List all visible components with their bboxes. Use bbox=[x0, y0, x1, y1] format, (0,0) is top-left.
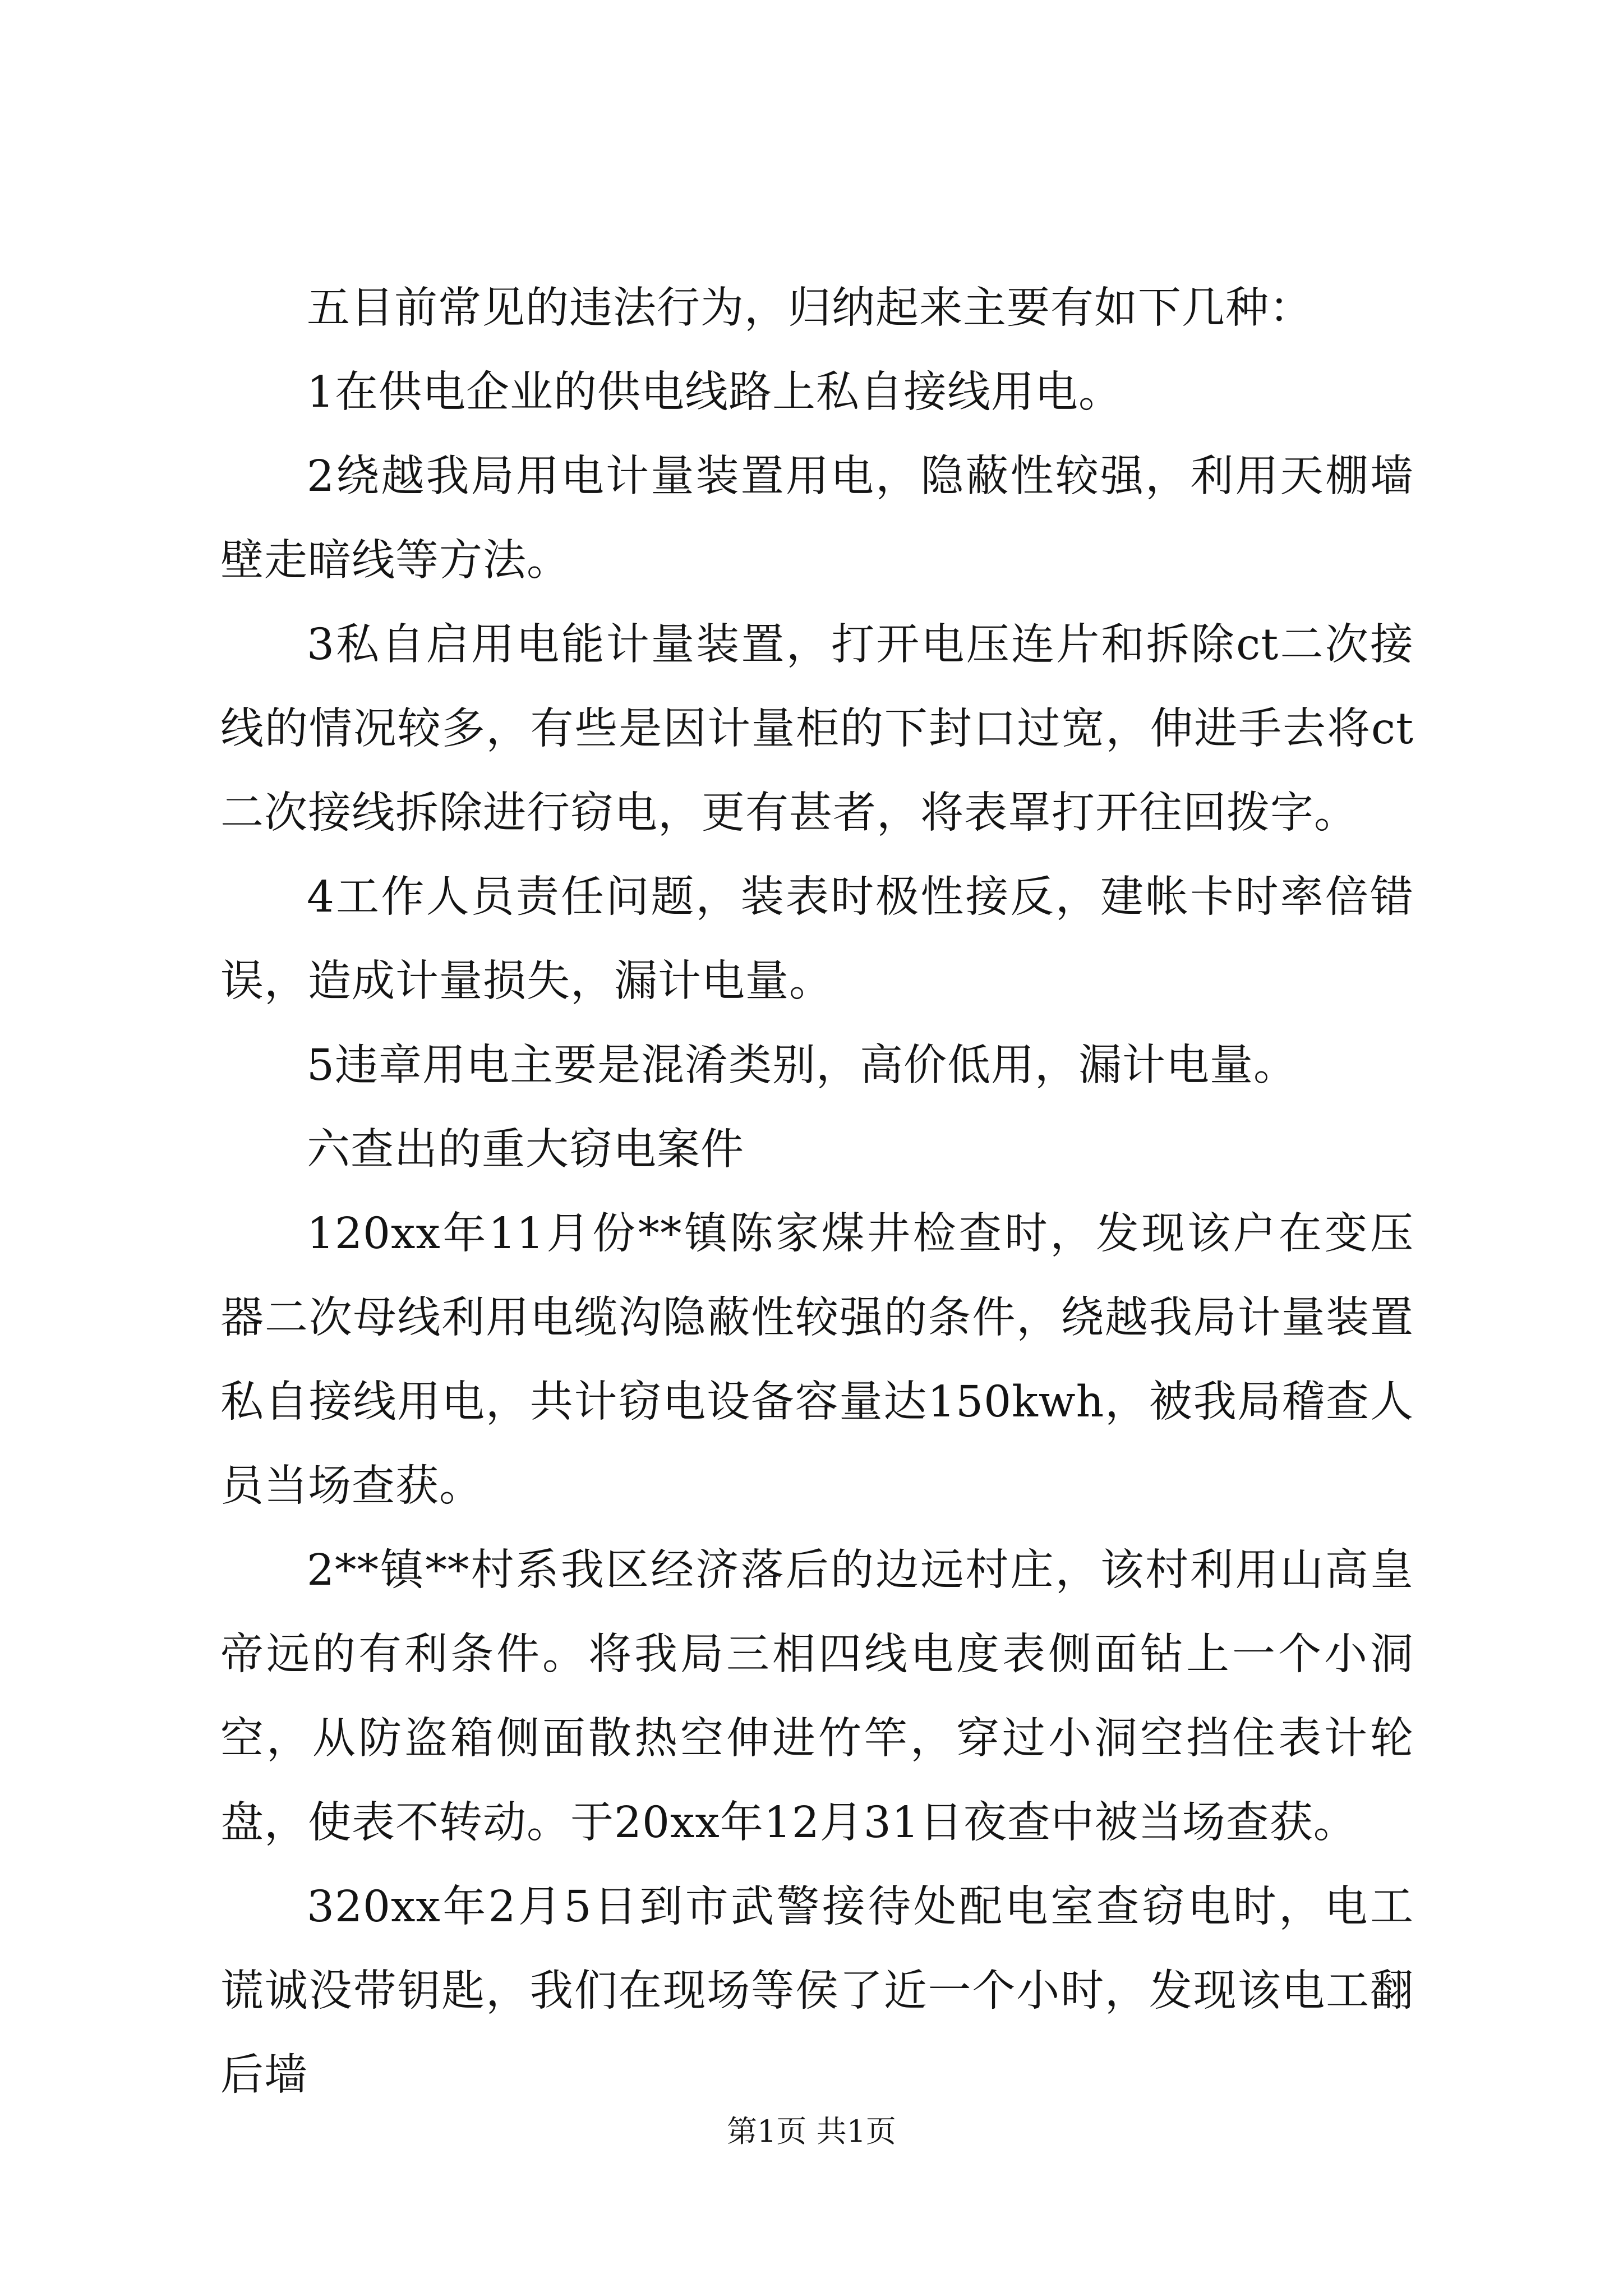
paragraph-item-4: 4工作人员责任问题，装表时极性接反，建帐卡时率倍错误，造成计量损失，漏计电量。 bbox=[220, 872, 1414, 1006]
paragraph-item-3: 3私自启用电能计量装置，打开电压连片和拆除ct二次接线的情况较多，有些是因计量柜的下封口过宽，伸进手去将ct二次接线拆除进行窃电，更有甚者，将表罩打开往回拨字。 bbox=[220, 620, 1414, 838]
document-body bbox=[220, 266, 1414, 2118]
paragraph-item-1: 1在供电企业的供电线路上私自接线用电。 bbox=[307, 367, 1122, 417]
paragraph-item-5: 5违章用电主要是混淆类别，高价低用，漏计电量。 bbox=[307, 1041, 1297, 1091]
paragraph-case-1: 120xx年11月份**镇陈家煤井检查时，发现该户在变压器二次母线利用电缆沟隐蔽性较强的条件，绕越我局计量装置私自接线用电，共计窃电设备容量达150kwh，被我局稽查人员当场查获。 bbox=[220, 1209, 1414, 1511]
paragraph-case-2: 2**镇**村系我区经济落后的边远村庄，该村利用山高皇帝远的有利条件。将我局三相四线电度表侧面钻上一个小洞空，从防盗箱侧面散热空伸进竹竿，穿过小洞空挡住表计轮盘，使表不转动。于20xx年12月31日夜查中被当场查获。 bbox=[220, 1545, 1414, 1848]
paragraph-heading-6: 六查出的重大窃电案件 bbox=[307, 1125, 744, 1175]
page-footer: 第1页 共1页 bbox=[727, 2114, 896, 2149]
paragraph-heading-5: 五目前常见的违法行为，归纳起来主要有如下几种： bbox=[307, 283, 1313, 333]
paragraph-item-2: 2绕越我局用电计量装置用电，隐蔽性较强，利用天棚墙壁走暗线等方法。 bbox=[220, 452, 1414, 586]
paragraph-case-3: 320xx年2月5日到市武警接待处配电室查窃电时，电工谎诚没带钥匙，我们在现场等侯了近一个小时，发现该电工翻后墙 bbox=[220, 1882, 1414, 2100]
